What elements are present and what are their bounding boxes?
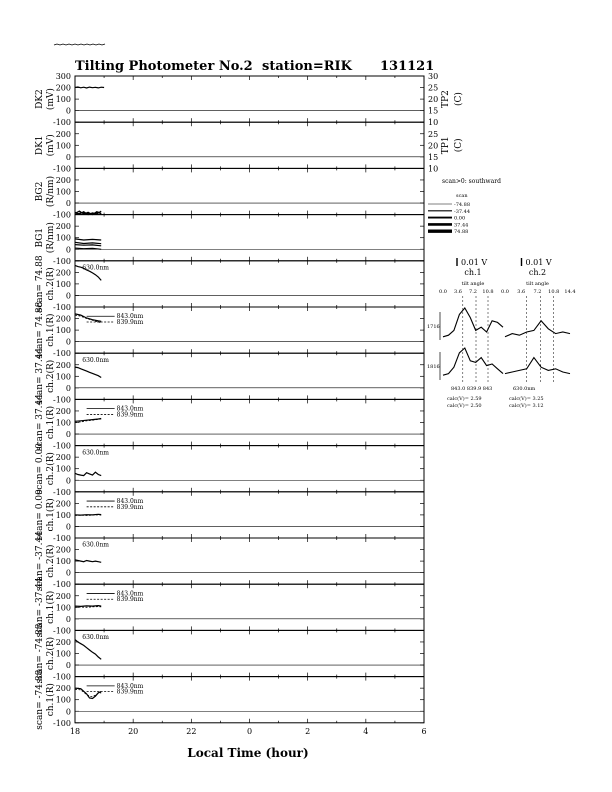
x-tick-label: 0 bbox=[246, 726, 253, 736]
y-tick-label: 100 bbox=[55, 187, 71, 197]
panel-frame bbox=[75, 446, 424, 492]
y-tick-label: 200 bbox=[55, 406, 71, 416]
y-tick-label: 200 bbox=[55, 222, 71, 232]
y-tick-label: 100 bbox=[55, 233, 71, 243]
panel-annotation: 630.0nm bbox=[82, 449, 110, 457]
panel-ylabel-unit: ch.1(R) bbox=[46, 683, 56, 717]
y-tick-label: 300 bbox=[55, 72, 71, 81]
legend-solid-label: 843.0nm bbox=[116, 313, 144, 321]
panel-ylabel: scan= -37.44 bbox=[35, 577, 45, 638]
header-title: Tilting Photometer No.2 bbox=[75, 59, 253, 74]
inset-calc-line: calc(V)= 2.59 bbox=[447, 396, 482, 402]
y-tick-label: 200 bbox=[55, 637, 71, 647]
inset-tick-label: 7.2 bbox=[533, 289, 542, 295]
inset-channel-name: ch.1 bbox=[464, 268, 482, 277]
series-line bbox=[75, 419, 101, 422]
scan-legend-heading: scan bbox=[456, 193, 468, 199]
panel-annotation: 630.0nm bbox=[82, 356, 110, 364]
x-tick-label: 18 bbox=[69, 726, 81, 736]
legend-solid-label: 843.0nm bbox=[116, 405, 144, 413]
right-tick-label: 10 bbox=[428, 118, 439, 128]
right-tick-label: 10 bbox=[428, 164, 439, 174]
right-tick-label: 15 bbox=[428, 152, 439, 162]
y-tick-label: 0 bbox=[65, 291, 71, 301]
x-tick-label: 4 bbox=[363, 726, 369, 736]
x-tick-label: 20 bbox=[128, 726, 139, 736]
panel-ylabel: DK1 bbox=[35, 135, 45, 156]
series-line bbox=[75, 314, 101, 322]
y-tick-label: 0 bbox=[65, 337, 71, 347]
panel-ylabel: scan= 37.44 bbox=[35, 347, 45, 405]
panel-ylabel: scan= 74.88 bbox=[35, 255, 45, 313]
y-tick-label: 0 bbox=[65, 568, 71, 578]
right-tick-label: 20 bbox=[428, 95, 439, 105]
inset-trace-label: 1716 bbox=[427, 324, 440, 330]
y-tick-label: -100 bbox=[53, 164, 71, 174]
right-tick-label: 30 bbox=[428, 72, 439, 81]
y-tick-label: 100 bbox=[55, 695, 71, 705]
panel-ylabel-unit: (R/nm) bbox=[46, 222, 56, 254]
legend-solid-label: 843.0nm bbox=[116, 498, 144, 506]
y-tick-label: 0 bbox=[65, 106, 71, 116]
y-tick-label: 0 bbox=[65, 383, 71, 393]
y-tick-label: 100 bbox=[55, 510, 71, 520]
inset-tick-label: 14.4 bbox=[564, 289, 576, 295]
panel-annotation: 630.0nm bbox=[82, 634, 110, 642]
inset-wavelength-labels: 630.0nm bbox=[513, 386, 536, 392]
y-tick-label: 200 bbox=[55, 591, 71, 601]
y-tick-label: 0 bbox=[65, 152, 71, 162]
y-tick-label: -100 bbox=[53, 303, 71, 312]
y-tick-label: 100 bbox=[55, 141, 71, 151]
y-tick-label: 200 bbox=[55, 684, 71, 694]
panel-annotation: 630.0nm bbox=[82, 264, 110, 272]
y-tick-label: 0 bbox=[65, 476, 71, 486]
y-tick-label: 0 bbox=[65, 661, 71, 671]
panel-ylabel-unit: ch.2(R) bbox=[46, 267, 56, 301]
y-tick-label: -100 bbox=[53, 672, 71, 682]
panel-ylabel-unit: ch.1(R) bbox=[46, 590, 56, 624]
x-tick-label: 22 bbox=[186, 726, 197, 736]
panel-ylabel-unit: ch.1(R) bbox=[46, 313, 56, 347]
top-squiggle bbox=[54, 44, 105, 45]
panel-ylabel: scan= 0.00 bbox=[35, 443, 45, 495]
panel-ylabel-unit: ch.2(R) bbox=[46, 544, 56, 578]
y-tick-label: 200 bbox=[55, 83, 71, 93]
y-tick-label: 0 bbox=[65, 430, 71, 440]
panel-ylabel-unit: (mV) bbox=[46, 88, 56, 111]
panel-ylabel: scan= 0.00 bbox=[35, 489, 45, 541]
inset-trace-label: 1816 bbox=[427, 364, 440, 370]
legend-solid-label: 843.0nm bbox=[116, 590, 144, 598]
scan-legend-item: 37.44 bbox=[454, 222, 469, 229]
header-date: 131121 bbox=[380, 59, 435, 74]
y-tick-label: 200 bbox=[55, 175, 71, 185]
scan-legend-title: scan>0: southward bbox=[442, 178, 501, 185]
y-tick-label: -100 bbox=[53, 118, 71, 128]
series-line bbox=[75, 560, 101, 562]
y-tick-label: 100 bbox=[55, 418, 71, 428]
series-line bbox=[75, 472, 101, 475]
y-tick-label: 100 bbox=[55, 95, 71, 105]
y-tick-label: -100 bbox=[53, 441, 71, 451]
panel-frame bbox=[75, 261, 424, 307]
series-line bbox=[75, 640, 101, 660]
y-tick-label: 0 bbox=[65, 245, 71, 255]
inset-scale: 0.01 V bbox=[525, 258, 552, 267]
y-tick-label: 0 bbox=[65, 199, 71, 209]
panel-ylabel-unit: ch.2(R) bbox=[46, 452, 56, 486]
y-tick-label: 200 bbox=[55, 360, 71, 370]
inset-calc-line: calc(V)= 2.50 bbox=[447, 403, 482, 409]
y-tick-label: 100 bbox=[55, 326, 71, 336]
panel-ylabel: BG1 bbox=[35, 227, 45, 248]
y-tick-label: 0 bbox=[65, 614, 71, 624]
right-axis bbox=[428, 72, 464, 173]
panel-ylabel: scan= 37.44 bbox=[35, 394, 45, 451]
series-line bbox=[75, 239, 101, 240]
y-tick-label: -100 bbox=[53, 626, 71, 636]
legend-dashed-label: 839.9nm bbox=[116, 503, 144, 511]
panel-ylabel-unit: ch.1(R) bbox=[46, 498, 56, 532]
inset-wavelength-labels: 843.0 839.9 843 bbox=[451, 386, 493, 392]
panel-frame bbox=[75, 538, 424, 584]
panel-frame bbox=[75, 353, 424, 399]
right-tick-label: 25 bbox=[428, 83, 439, 93]
right-tick-label: 20 bbox=[428, 141, 439, 151]
panel-ylabel: scan= -37.44 bbox=[35, 531, 45, 592]
y-tick-label: 100 bbox=[55, 279, 71, 289]
panel-ylabel: scan= 74.88 bbox=[35, 301, 45, 359]
header-station: station=RIK bbox=[262, 59, 352, 74]
y-tick-label: -100 bbox=[53, 718, 71, 728]
y-tick-label: 100 bbox=[55, 464, 71, 474]
series-line bbox=[75, 245, 101, 246]
x-axis bbox=[70, 727, 427, 736]
scan-legend-item: 74.88 bbox=[454, 229, 469, 236]
y-tick-label: 200 bbox=[55, 499, 71, 509]
panel-ylabel-unit: ch.2(R) bbox=[46, 636, 56, 671]
y-tick-label: -100 bbox=[53, 349, 71, 359]
inset-tick-label: 0.0 bbox=[439, 289, 447, 295]
y-tick-label: 100 bbox=[55, 372, 71, 382]
legend-dashed-label: 839.9nm bbox=[116, 319, 144, 327]
inset-trace bbox=[505, 321, 570, 337]
y-tick-label: -100 bbox=[53, 210, 71, 220]
panel-ylabel: scan= -74.88 bbox=[35, 669, 45, 730]
panel-frame bbox=[75, 630, 424, 676]
inset-tick-label: 10.8 bbox=[548, 289, 560, 295]
y-tick-label: 200 bbox=[55, 314, 71, 324]
panels-group bbox=[35, 72, 424, 730]
inset-tick-label: 7.2 bbox=[469, 289, 477, 295]
panel-ylabel-unit: (mV) bbox=[46, 134, 56, 157]
inset-trace bbox=[505, 358, 570, 374]
legend-dashed-label: 839.9nm bbox=[116, 596, 144, 604]
inset-tick-label: 0.0 bbox=[501, 289, 509, 295]
series-line bbox=[75, 87, 104, 88]
inset-tick-label: 3.6 bbox=[454, 289, 462, 295]
x-axis-label: Local Time (hour) bbox=[187, 746, 309, 760]
scan-legend bbox=[428, 178, 501, 235]
panel-ylabel-unit: ch.1(R) bbox=[46, 405, 56, 440]
y-tick-label: 0 bbox=[65, 707, 71, 717]
inset-xlabel: tilt angle bbox=[461, 281, 485, 287]
y-tick-label: 100 bbox=[55, 649, 71, 659]
y-tick-label: 200 bbox=[55, 545, 71, 555]
x-tick-label: 6 bbox=[421, 726, 427, 736]
y-tick-label: 200 bbox=[55, 129, 71, 139]
right-axis-label: (C) bbox=[454, 92, 464, 107]
y-tick-label: 100 bbox=[55, 603, 71, 613]
panel-ylabel: BG2 bbox=[35, 181, 45, 202]
legend-dashed-label: 839.9nm bbox=[116, 688, 144, 696]
y-tick-label: -100 bbox=[53, 487, 71, 497]
inset-xlabel: tilt angle bbox=[526, 281, 549, 287]
y-tick-label: -100 bbox=[53, 580, 71, 590]
series-line bbox=[75, 689, 101, 697]
panel-frame bbox=[75, 215, 424, 261]
inset-calc-line: calc(V)= 3.12 bbox=[509, 403, 544, 409]
x-tick-label: 2 bbox=[305, 726, 311, 736]
right-tick-label: 25 bbox=[428, 129, 439, 139]
y-tick-label: 200 bbox=[55, 453, 71, 463]
scan-legend-item: -74.88 bbox=[454, 202, 471, 208]
scan-legend-item: -37.44 bbox=[454, 208, 471, 215]
inset-calc-line: calc(V)= 3.25 bbox=[509, 396, 544, 402]
panel-ylabel: scan= -74.88 bbox=[35, 623, 45, 684]
y-tick-label: 200 bbox=[55, 268, 71, 278]
panel-ylabel: DK2 bbox=[35, 89, 45, 109]
scan-legend-item: 0.00 bbox=[454, 215, 466, 222]
series-line bbox=[75, 242, 101, 243]
y-tick-label: -100 bbox=[53, 534, 71, 543]
inset-trace bbox=[443, 348, 503, 375]
right-axis-label: TP2 bbox=[441, 90, 451, 108]
inset-channel-name: ch.2 bbox=[528, 268, 547, 277]
panel-ylabel-unit: ch.2(R) bbox=[46, 359, 56, 393]
panel-frame bbox=[75, 122, 424, 168]
y-tick-label: 0 bbox=[65, 522, 71, 532]
inset-tick-label: 10.8 bbox=[482, 289, 494, 295]
legend-solid-label: 843.0nm bbox=[116, 682, 144, 690]
y-tick-label: 100 bbox=[55, 557, 71, 567]
right-tick-label: 15 bbox=[428, 106, 439, 116]
legend-dashed-label: 839.9nm bbox=[116, 411, 144, 419]
inset-tick-label: 3.6 bbox=[517, 289, 526, 295]
series-line bbox=[75, 367, 101, 377]
right-axis-label: (C) bbox=[454, 138, 464, 153]
y-tick-label: -100 bbox=[53, 256, 71, 266]
panel-frame bbox=[75, 168, 424, 214]
inset-scale: 0.01 V bbox=[461, 258, 488, 267]
panel-annotation: 630.0nm bbox=[82, 541, 110, 549]
panel-frame bbox=[75, 76, 424, 122]
inset-trace bbox=[443, 308, 503, 337]
tilt-inset bbox=[427, 258, 576, 409]
right-axis-label: TP1 bbox=[441, 136, 451, 155]
panel-ylabel-unit: (R/nm) bbox=[46, 175, 56, 208]
y-tick-label: -100 bbox=[53, 395, 71, 405]
